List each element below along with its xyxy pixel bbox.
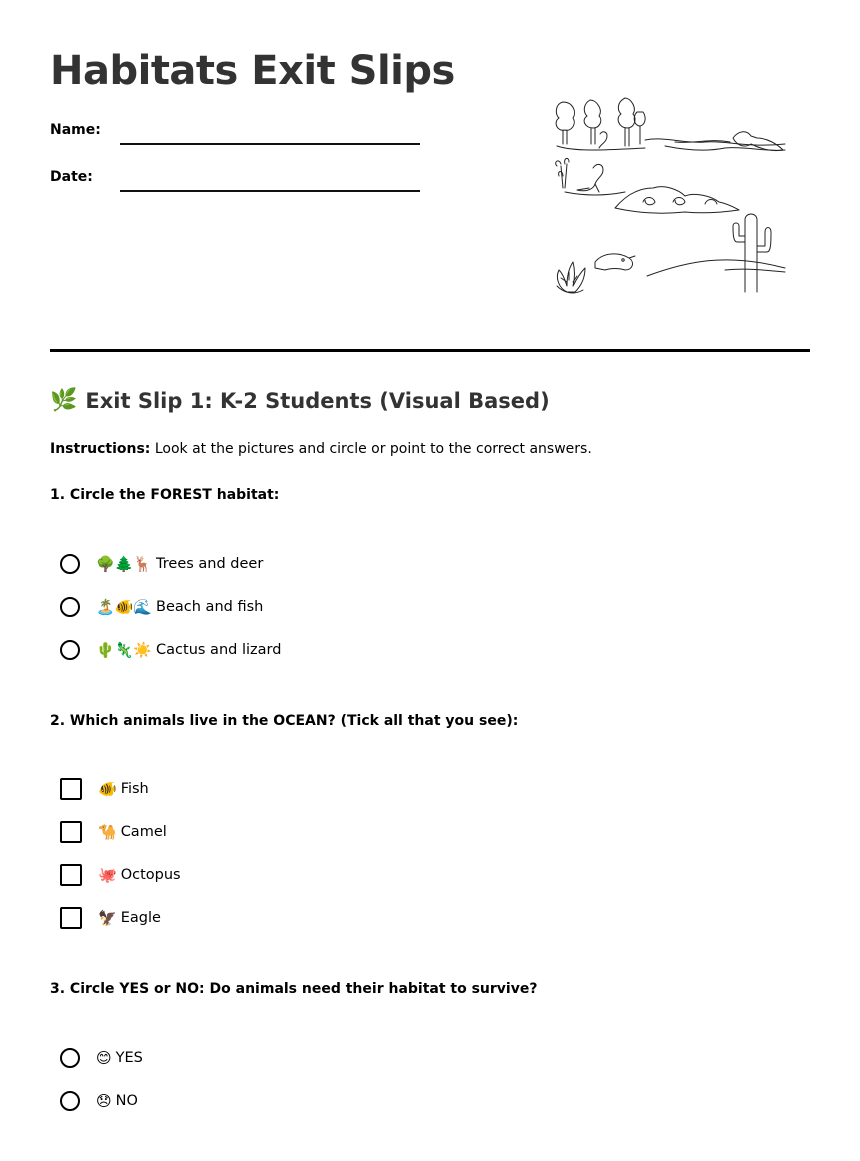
q1-option-forest[interactable] [60, 554, 263, 574]
question-2: 2. Which animals live in the OCEAN? (Tick all that you see): [50, 713, 519, 729]
option-label: Eagle [120, 910, 161, 926]
lizard-icon [595, 254, 635, 270]
cactus-and-lizard-icon: 🌵🦎☀️ [96, 640, 153, 659]
option-label: Cactus and lizard [156, 642, 282, 658]
name-field-line[interactable] [120, 143, 420, 145]
option-label: Trees and deer [156, 556, 264, 572]
option-label: Octopus [120, 867, 181, 883]
trees-and-deer-icon: 🌳🌲🦌 [96, 554, 153, 573]
page-title: Habitats Exit Slips [50, 48, 455, 94]
radio-button[interactable] [60, 554, 80, 574]
beach-and-fish-icon: 🏝️🐠🌊 [96, 597, 153, 616]
radio-button[interactable] [60, 1091, 80, 1111]
checkbox[interactable] [60, 778, 82, 800]
desert-cactus-icon [647, 214, 785, 292]
radio-button[interactable] [60, 597, 80, 617]
section-title [50, 389, 550, 413]
q1-option-beach[interactable] [60, 597, 263, 617]
instructions-label: Instructions: [50, 441, 151, 457]
q2-option-camel[interactable] [60, 821, 167, 843]
instructions-text: Look at the pictures and circle or point to the correct answers. [150, 441, 592, 457]
q2-option-eagle[interactable] [60, 907, 161, 929]
q3-option-no[interactable] [60, 1091, 138, 1111]
checkbox[interactable] [60, 821, 82, 843]
octopus-icon: 🐙 [98, 865, 117, 884]
name-label: Name: [50, 122, 101, 138]
smiling-face-icon: 😊 [96, 1048, 112, 1067]
succulent-icon [557, 262, 585, 293]
wave-icon [615, 187, 739, 213]
option-label: NO [115, 1093, 138, 1109]
q3-option-yes[interactable] [60, 1048, 143, 1068]
radio-button[interactable] [60, 640, 80, 660]
radio-button[interactable] [60, 1048, 80, 1068]
option-label: Camel [120, 824, 167, 840]
habitats-illustration-icon [545, 92, 795, 304]
leaf-icon: 🌿 [50, 388, 78, 413]
camel-icon: 🐪 [98, 822, 117, 841]
q2-option-octopus[interactable] [60, 864, 181, 886]
river-icon [645, 132, 785, 151]
checkbox[interactable] [60, 864, 82, 886]
fish-icon: 🐠 [98, 779, 117, 798]
date-label: Date: [50, 169, 93, 185]
question-1: 1. Circle the FOREST habitat: [50, 487, 280, 503]
section-title-text: Exit Slip 1: K-2 Students (Visual Based) [85, 389, 550, 413]
option-label: YES [115, 1050, 143, 1066]
grassland-icon [556, 158, 625, 195]
option-label: Beach and fish [156, 599, 264, 615]
header-divider [50, 349, 810, 352]
checkbox[interactable] [60, 907, 82, 929]
option-label: Fish [120, 781, 149, 797]
eagle-icon: 🦅 [98, 908, 117, 927]
date-field-line[interactable] [120, 190, 420, 192]
question-3: 3. Circle YES or NO: Do animals need their habitat to survive? [50, 981, 538, 997]
sad-face-icon: 😞 [96, 1091, 112, 1110]
forest-trees-icon [556, 98, 645, 150]
q2-option-fish[interactable] [60, 778, 149, 800]
instructions [50, 441, 592, 457]
q1-option-desert[interactable] [60, 640, 281, 660]
